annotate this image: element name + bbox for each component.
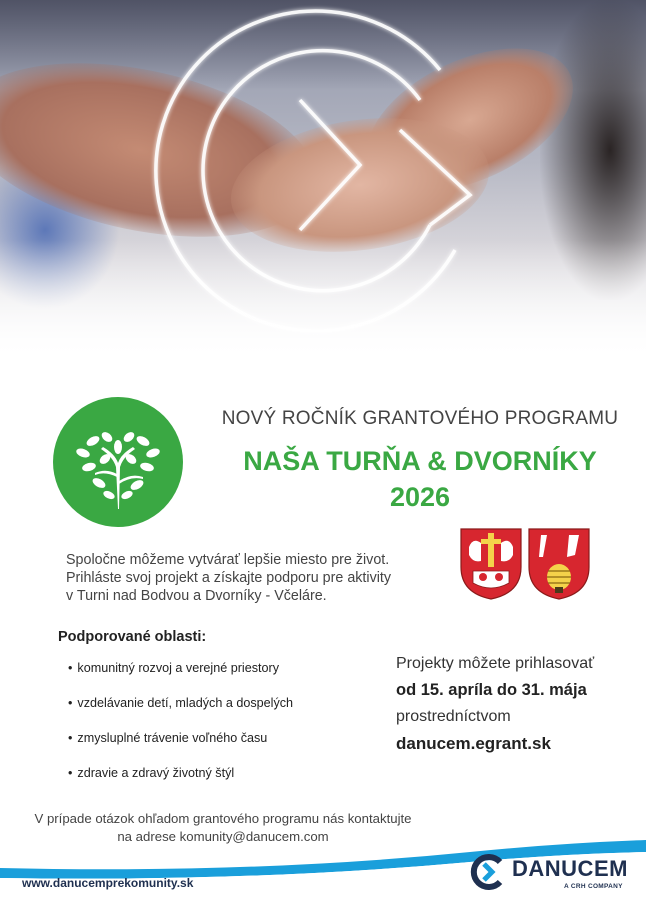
danucem-logo [470, 852, 640, 894]
brand-name: DANUCEM [512, 856, 628, 881]
program-title: NAŠA TURŇA & DVORNÍKY [243, 446, 597, 476]
heart-tree-icon [53, 397, 183, 527]
program-subtitle: NOVÝ ROČNÍK GRANTOVÉHO PROGRAMU [221, 408, 619, 429]
apply-dates: od 15. apríla do 31. mája [396, 681, 587, 699]
website-link[interactable]: www.danucemprekomunity.sk [22, 876, 194, 890]
apply-via-label: prostredníctvom [396, 708, 511, 725]
list-item-label: vzdelávanie detí, mladých a dospelých [77, 696, 294, 710]
contact-email[interactable]: na adrese komunity@danucem.com [117, 829, 329, 844]
list-item [68, 661, 279, 675]
list-item-label: zmysluplné trávenie voľného času [77, 731, 268, 745]
hero-photo [0, 0, 646, 360]
bullet: • [68, 661, 73, 675]
bullet: • [68, 696, 73, 710]
list-item-label: komunitný rozvoj a verejné priestory [77, 661, 280, 675]
intro-line: Spoločne môžeme vytvárať lepšie miesto pre život. [66, 552, 390, 568]
danucem-logo-icon [470, 854, 506, 890]
brand-subtitle: A CRH COMPANY [564, 883, 623, 890]
bullet: • [68, 731, 73, 745]
list-item-label: zdravie a zdravý životný štýl [77, 766, 235, 780]
supported-areas-title: Podporované oblasti: [58, 629, 207, 645]
list-item [68, 731, 267, 745]
turna-coat-of-arms-icon [459, 527, 523, 601]
dvorniky-coat-of-arms-icon [527, 527, 591, 601]
list-item [68, 696, 293, 710]
intro-line: Prihláste svoj projekt a získajte podporu pre aktivity [66, 570, 392, 586]
intro-text [66, 551, 426, 605]
apply-label: Projekty môžete prihlasovať [396, 655, 595, 672]
program-year: 2026 [389, 482, 451, 512]
list-item [68, 766, 234, 780]
contact-line: V prípade otázok ohľadom grantového programu nás kontaktujte [34, 811, 412, 826]
apply-link[interactable]: danucem.egrant.sk [396, 734, 551, 753]
bullet: • [68, 766, 73, 780]
heart-tree-logo [53, 397, 183, 527]
intro-line: v Turni nad Bodvou a Dvorníky - Včeláre. [66, 588, 327, 604]
